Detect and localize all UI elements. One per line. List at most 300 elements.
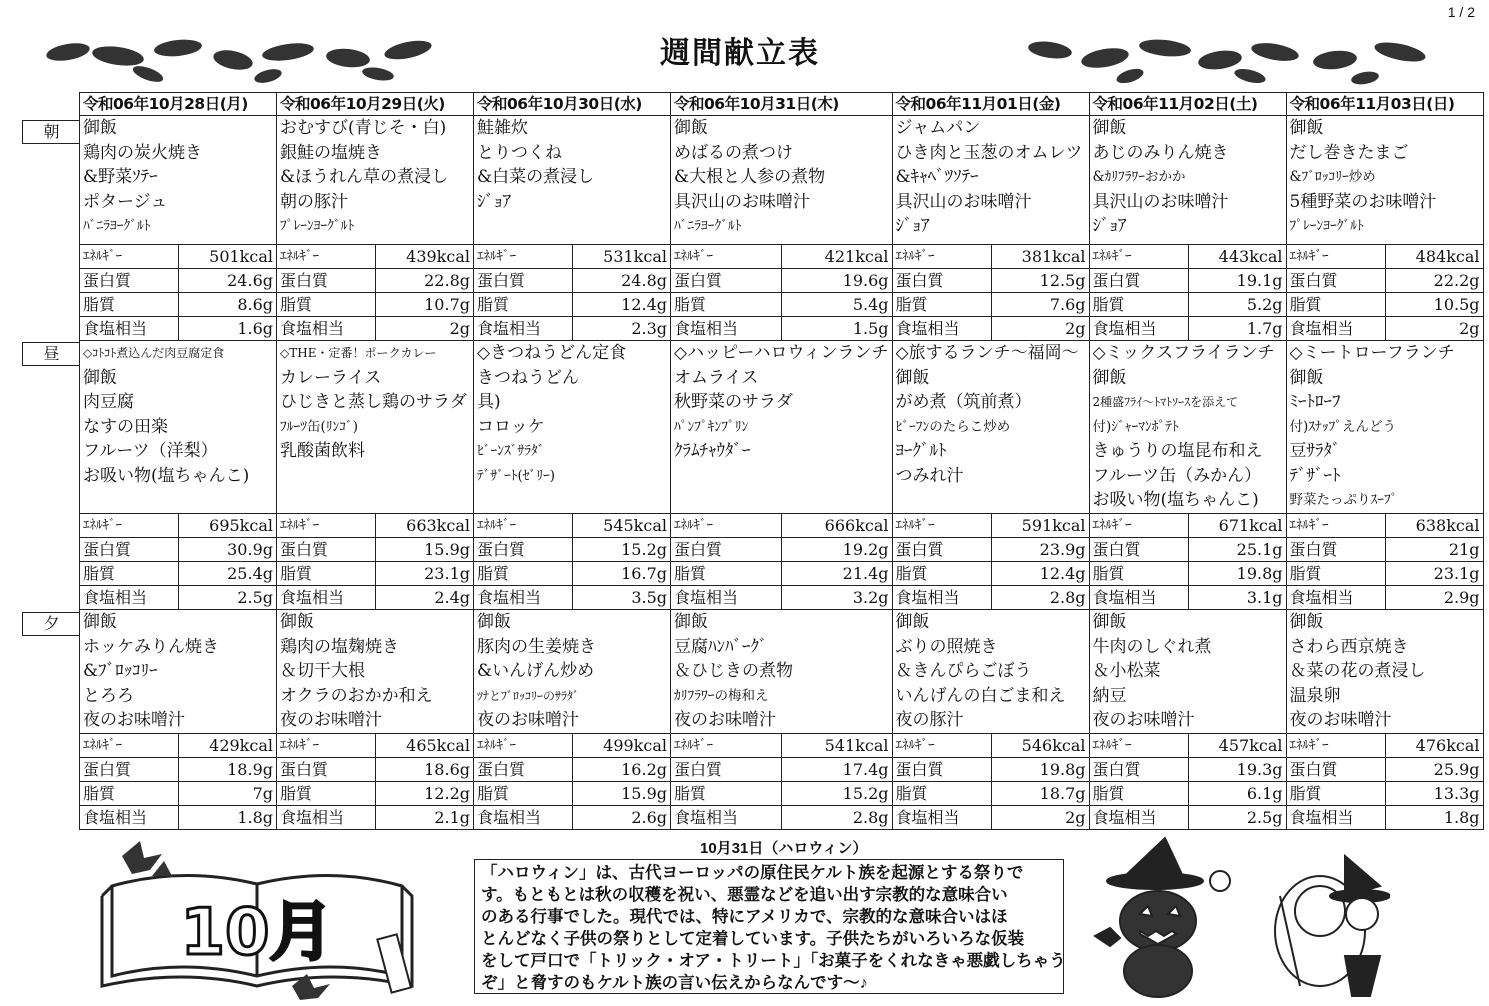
fat-label: 脂質 xyxy=(80,293,179,317)
menu-item: 夜のお味噌汁 xyxy=(1092,710,1195,730)
energy-label: ｴﾈﾙｷﾞｰ xyxy=(277,245,376,269)
salt-value: 1.7g xyxy=(1188,317,1286,341)
menu-item: オクラのおかか和え xyxy=(280,685,433,706)
energy-label: ｴﾈﾙｷﾞｰ xyxy=(474,245,573,269)
menu-item: &いんげん炒め xyxy=(477,661,595,681)
energy-label: ｴﾈﾙｷﾞｰ xyxy=(80,514,179,538)
salt-label: 食塩相当 xyxy=(671,586,782,610)
menu-cell-lunch-4 xyxy=(892,341,1089,514)
energy-label: ｴﾈﾙｷﾞｰ xyxy=(80,245,179,269)
menu-item: ｶﾘﾌﾗﾜｰの梅和え xyxy=(674,687,769,704)
protein-value: 12.5g xyxy=(991,269,1089,293)
salt-label: 食塩相当 xyxy=(892,586,991,610)
menu-item: 御飯 xyxy=(674,118,708,138)
fat-label: 脂質 xyxy=(892,781,991,805)
protein-label: 蛋白質 xyxy=(474,757,573,781)
menu-item: 鶏肉の炭火焼き xyxy=(83,142,202,163)
menu-item: 納豆 xyxy=(1092,685,1127,706)
note-line: のある行事でした。現代では、特にアメリカで、宗教的な意味合いはほ xyxy=(481,908,1008,926)
fat-label: 脂質 xyxy=(1089,562,1188,586)
menu-item: 夜のお味噌汁 xyxy=(280,710,382,730)
note-line: ぞ」と脅すのもケルト族の言い伝えからなんです～♪ xyxy=(481,974,868,992)
menu-item: ◇THE・定番！ポークカレー xyxy=(280,346,437,360)
fat-label: 脂質 xyxy=(892,562,991,586)
fat-label: 脂質 xyxy=(277,562,376,586)
menu-item: &ｷｬﾍﾞﾂｿﾃｰ xyxy=(895,167,979,187)
energy-label: ｴﾈﾙｷﾞｰ xyxy=(892,514,991,538)
salt-value: 3.1g xyxy=(1188,586,1286,610)
menu-cell-breakfast-1 xyxy=(277,116,474,245)
menu-item: おむすび(青じそ・白) xyxy=(280,118,447,138)
page-title: 週間献立表 xyxy=(660,36,820,71)
protein-value: 22.8g xyxy=(376,269,474,293)
energy-label: ｴﾈﾙｷﾞｰ xyxy=(671,733,782,757)
energy-value: 429kcal xyxy=(179,733,277,757)
protein-label: 蛋白質 xyxy=(892,538,991,562)
menu-item: 鮭雑炊 xyxy=(477,118,528,138)
salt-value: 2.8g xyxy=(991,586,1089,610)
fat-label: 脂質 xyxy=(277,293,376,317)
meal-tag-dinner: 夕 xyxy=(22,612,80,636)
menu-item: フルーツ缶（みかん） xyxy=(1092,465,1262,486)
fat-value: 19.8g xyxy=(1188,562,1286,586)
salt-value: 2.3g xyxy=(573,317,671,341)
salt-value: 3.2g xyxy=(782,586,892,610)
fat-label: 脂質 xyxy=(671,781,782,805)
salt-value: 2g xyxy=(1385,317,1483,341)
menu-item: &ｶﾘﾌﾗﾜｰおかか xyxy=(1092,169,1186,185)
menu-cell-breakfast-0 xyxy=(80,116,277,245)
menu-item: きゅうりの塩昆布和え xyxy=(1092,441,1263,461)
protein-label: 蛋白質 xyxy=(671,269,782,293)
menu-item: ﾖｰｸﾞﾙﾄ xyxy=(895,441,947,461)
menu-item: 豚肉の生姜焼き xyxy=(477,636,596,657)
fat-value: 8.6g xyxy=(179,293,277,317)
energy-value: 499kcal xyxy=(573,733,671,757)
menu-item: 御飯 xyxy=(1289,367,1324,388)
weekly-menu-table xyxy=(79,92,1484,830)
salt-value: 2.8g xyxy=(782,805,892,829)
fat-label: 脂質 xyxy=(474,562,573,586)
salt-label: 食塩相当 xyxy=(474,317,573,341)
menu-item: オムライス xyxy=(674,367,759,388)
salt-value: 2.5g xyxy=(179,586,277,610)
protein-label: 蛋白質 xyxy=(277,538,376,562)
energy-value: 439kcal xyxy=(376,245,474,269)
energy-value: 663kcal xyxy=(376,514,474,538)
energy-value: 484kcal xyxy=(1385,245,1483,269)
fat-value: 10.7g xyxy=(376,293,474,317)
menu-item: 御飯 xyxy=(1092,367,1127,388)
menu-cell-breakfast-4 xyxy=(892,116,1089,245)
protein-label: 蛋白質 xyxy=(1286,269,1385,293)
menu-item: つみれ汁 xyxy=(895,465,964,486)
menu-item: 夜のお味噌汁 xyxy=(83,710,185,730)
fat-label: 脂質 xyxy=(474,293,573,317)
menu-item: とろろ xyxy=(83,685,134,706)
menu-item: 御飯 xyxy=(1289,612,1324,632)
salt-value: 2g xyxy=(376,317,474,341)
energy-label: ｴﾈﾙｷﾞｰ xyxy=(1089,245,1188,269)
menu-item: 付)ｽﾅｯﾌﾟえんどう xyxy=(1289,418,1397,435)
menu-item: お吸い物(塩ちゃんこ) xyxy=(1092,490,1259,510)
salt-label: 食塩相当 xyxy=(892,805,991,829)
menu-cell-lunch-5 xyxy=(1089,341,1286,514)
fat-label: 脂質 xyxy=(277,781,376,805)
menu-item: 付)ｼﾞｬｰﾏﾝﾎﾟﾃﾄ xyxy=(1092,418,1179,435)
fat-value: 18.7g xyxy=(991,781,1089,805)
menu-cell-lunch-1 xyxy=(277,341,474,514)
salt-label: 食塩相当 xyxy=(1089,317,1188,341)
fat-value: 12.2g xyxy=(376,781,474,805)
menu-item: だし巻きたまご xyxy=(1289,142,1409,163)
meal-tag-lunch: 昼 xyxy=(22,342,80,366)
autumn-leaves-decoration-left xyxy=(28,30,468,90)
protein-label: 蛋白質 xyxy=(80,269,179,293)
menu-item: ﾋﾞｰﾝｽﾞｻﾗﾀﾞ xyxy=(477,443,545,459)
fat-label: 脂質 xyxy=(671,562,782,586)
day-date-2: 令和06年10月30日(水) xyxy=(474,93,671,116)
fat-value: 16.7g xyxy=(573,562,671,586)
energy-value: 457kcal xyxy=(1188,733,1286,757)
energy-value: 381kcal xyxy=(991,245,1089,269)
nutrition-row-dinner-energy xyxy=(80,733,1484,757)
menu-item: ﾃﾞｻﾞｰﾄ xyxy=(1289,465,1341,486)
menu-item: ﾌﾟﾚｰﾝﾖｰｸﾞﾙﾄ xyxy=(1289,218,1364,234)
fat-label: 脂質 xyxy=(1286,562,1385,586)
menu-row-breakfast xyxy=(80,116,1484,245)
menu-item: ◇ミックスフライランチ xyxy=(1092,343,1275,363)
fat-value: 25.4g xyxy=(179,562,277,586)
menu-item: フルーツ（洋梨） xyxy=(83,441,218,461)
menu-item: 具沢山のお味噌汁 xyxy=(674,191,810,212)
energy-value: 591kcal xyxy=(991,514,1089,538)
protein-label: 蛋白質 xyxy=(892,269,991,293)
energy-label: ｴﾈﾙｷﾞｰ xyxy=(1286,733,1385,757)
energy-value: 443kcal xyxy=(1188,245,1286,269)
menu-item: 銀鮭の塩焼き xyxy=(280,142,382,163)
nutrition-row-dinner-fat xyxy=(80,781,1484,805)
menu-item: 御飯 xyxy=(83,367,117,388)
energy-label: ｴﾈﾙｷﾞｰ xyxy=(1286,514,1385,538)
menu-item: ＆菜の花の煮浸し xyxy=(1289,661,1426,681)
menu-item: ジャムパン xyxy=(895,118,981,138)
menu-item: ◇ｺﾄｺﾄ煮込んだ肉豆腐定食 xyxy=(83,346,225,360)
nutrition-row-lunch-energy xyxy=(80,514,1484,538)
salt-value: 2.9g xyxy=(1385,586,1483,610)
menu-item: きつねうどん xyxy=(477,367,579,388)
menu-cell-breakfast-2 xyxy=(474,116,671,245)
menu-item: 野菜たっぷりｽｰﾌﾟ xyxy=(1289,492,1398,508)
nutrition-row-breakfast-protein xyxy=(80,269,1484,293)
nutrition-row-lunch-salt xyxy=(80,586,1484,610)
protein-value: 25.1g xyxy=(1188,538,1286,562)
nutrition-row-breakfast-energy xyxy=(80,245,1484,269)
protein-value: 24.8g xyxy=(573,269,671,293)
protein-value: 25.9g xyxy=(1385,757,1483,781)
menu-item: カレーライス xyxy=(280,367,382,388)
salt-label: 食塩相当 xyxy=(1286,586,1385,610)
salt-value: 2.6g xyxy=(573,805,671,829)
menu-item: ポタージュ xyxy=(83,191,168,212)
menu-item: ＆ひじきの煮物 xyxy=(674,661,793,681)
protein-value: 16.2g xyxy=(573,757,671,781)
menu-cell-dinner-4 xyxy=(892,610,1089,734)
menu-item: 御飯 xyxy=(895,367,930,388)
menu-item: &白菜の煮浸し xyxy=(477,167,595,187)
menu-item: ◇ハッピーハロウィンランチ xyxy=(674,343,889,363)
energy-label: ｴﾈﾙｷﾞｰ xyxy=(474,514,573,538)
menu-item: 御飯 xyxy=(1289,118,1324,138)
salt-value: 3.5g xyxy=(573,586,671,610)
fat-value: 15.2g xyxy=(782,781,892,805)
salt-label: 食塩相当 xyxy=(277,586,376,610)
menu-item: ﾐｰﾄﾛｰﾌ xyxy=(1289,392,1341,412)
menu-item: 具沢山のお味噌汁 xyxy=(1092,191,1229,212)
day-date-6: 令和06年11月03日(日) xyxy=(1286,93,1483,116)
salt-value: 2g xyxy=(991,805,1089,829)
nutrition-row-dinner-salt xyxy=(80,805,1484,829)
protein-label: 蛋白質 xyxy=(277,269,376,293)
energy-label: ｴﾈﾙｷﾞｰ xyxy=(671,514,782,538)
menu-item: 御飯 xyxy=(674,612,708,632)
salt-value: 1.8g xyxy=(1385,805,1483,829)
menu-item: 具沢山のお味噌汁 xyxy=(895,191,1032,212)
fat-label: 脂質 xyxy=(892,293,991,317)
menu-item: 鶏肉の塩麹焼き xyxy=(280,636,399,657)
menu-item: ﾊﾞﾆﾗﾖｰｸﾞﾙﾄ xyxy=(674,218,742,234)
menu-item: ＆きんぴらごぼう xyxy=(895,661,1032,681)
menu-item: さわら西京焼き xyxy=(1289,636,1409,657)
energy-value: 501kcal xyxy=(179,245,277,269)
energy-value: 695kcal xyxy=(179,514,277,538)
menu-item: ﾃﾞｻﾞｰﾄ(ｾﾞﾘｰ) xyxy=(477,467,556,484)
protein-value: 23.9g xyxy=(991,538,1089,562)
menu-cell-dinner-6 xyxy=(1286,610,1483,734)
fat-label: 脂質 xyxy=(474,781,573,805)
autumn-leaves-decoration-right xyxy=(1020,30,1460,90)
october-book-illustration xyxy=(92,836,422,1001)
energy-label: ｴﾈﾙｷﾞｰ xyxy=(892,245,991,269)
menu-item: 温泉卵 xyxy=(1289,685,1341,706)
menu-item: ぶりの照焼き xyxy=(895,636,998,657)
menu-item: 豆ｻﾗﾀﾞ xyxy=(1289,441,1341,461)
menu-row-dinner xyxy=(80,610,1484,734)
menu-item: ﾊﾟﾝﾌﾟｷﾝﾌﾟﾘﾝ xyxy=(674,418,749,435)
menu-item: 秋野菜のサラダ xyxy=(674,392,793,412)
salt-label: 食塩相当 xyxy=(671,805,782,829)
menu-item: 御飯 xyxy=(477,612,511,632)
menu-item: &大根と人参の煮物 xyxy=(674,167,826,187)
energy-label: ｴﾈﾙｷﾞｰ xyxy=(474,733,573,757)
menu-item: ◇旅するランチ～福岡～ xyxy=(895,343,1079,363)
salt-label: 食塩相当 xyxy=(1089,586,1188,610)
salt-value: 1.6g xyxy=(179,317,277,341)
menu-item: ＆切干大根 xyxy=(280,661,365,681)
protein-label: 蛋白質 xyxy=(1089,269,1188,293)
nutrition-row-dinner-protein xyxy=(80,757,1484,781)
day-date-1: 令和06年10月29日(火) xyxy=(277,93,474,116)
protein-value: 19.3g xyxy=(1188,757,1286,781)
salt-label: 食塩相当 xyxy=(1089,805,1188,829)
menu-item: めばるの煮つけ xyxy=(674,142,793,163)
energy-value: 465kcal xyxy=(376,733,474,757)
menu-item: 朝の豚汁 xyxy=(280,191,348,212)
menu-item: ◇ミートローフランチ xyxy=(1289,343,1455,363)
fat-value: 21.4g xyxy=(782,562,892,586)
fat-value: 13.3g xyxy=(1385,781,1483,805)
fat-value: 5.2g xyxy=(1188,293,1286,317)
day-date-5: 令和06年11月02日(土) xyxy=(1089,93,1286,116)
menu-item: コロッケ xyxy=(477,416,545,437)
salt-value: 1.8g xyxy=(179,805,277,829)
month-label: 10月 xyxy=(180,896,334,970)
protein-value: 30.9g xyxy=(179,538,277,562)
menu-cell-dinner-5 xyxy=(1089,610,1286,734)
menu-item: 御飯 xyxy=(1092,612,1127,632)
protein-value: 24.6g xyxy=(179,269,277,293)
menu-item: 夜の豚汁 xyxy=(895,710,964,730)
energy-label: ｴﾈﾙｷﾞｰ xyxy=(277,514,376,538)
fat-value: 15.9g xyxy=(573,781,671,805)
day-date-0: 令和06年10月28日(月) xyxy=(80,93,277,116)
fat-value: 6.1g xyxy=(1188,781,1286,805)
menu-row-lunch xyxy=(80,341,1484,514)
menu-item: &野菜ｿﾃｰ xyxy=(83,167,158,187)
protein-value: 15.9g xyxy=(376,538,474,562)
menu-item: いんげんの白ごま和え xyxy=(895,685,1066,706)
menu-item: 御飯 xyxy=(1092,118,1127,138)
protein-label: 蛋白質 xyxy=(474,538,573,562)
day-date-3: 令和06年10月31日(木) xyxy=(671,93,893,116)
halloween-illustration xyxy=(1090,836,1390,1001)
fat-value: 12.4g xyxy=(991,562,1089,586)
salt-label: 食塩相当 xyxy=(1286,805,1385,829)
fat-label: 脂質 xyxy=(80,781,179,805)
energy-label: ｴﾈﾙｷﾞｰ xyxy=(1286,245,1385,269)
menu-item: あじのみりん焼き xyxy=(1092,142,1229,163)
protein-label: 蛋白質 xyxy=(671,538,782,562)
protein-value: 18.9g xyxy=(179,757,277,781)
menu-cell-dinner-0 xyxy=(80,610,277,734)
fat-label: 脂質 xyxy=(671,293,782,317)
menu-cell-breakfast-3 xyxy=(671,116,893,245)
menu-item: ホッケみりん焼き xyxy=(83,636,219,657)
protein-label: 蛋白質 xyxy=(1089,538,1188,562)
note-line: す。もともとは秋の収穫を祝い、悪霊などを追い出す宗教的な意味合い xyxy=(481,886,1008,904)
menu-item: ◇きつねうどん定食 xyxy=(477,343,627,363)
nutrition-row-lunch-fat xyxy=(80,562,1484,586)
menu-item: 牛肉のしぐれ煮 xyxy=(1092,636,1212,657)
menu-cell-breakfast-6 xyxy=(1286,116,1483,245)
menu-item: がめ煮（筑前煮） xyxy=(895,392,1032,412)
menu-item: 2種盛ﾌﾗｲ～ﾄﾏﾄｿｰｽを添えて xyxy=(1092,395,1239,409)
note-line: をして戸口で「トリック・オア・トリート」「お菓子をくれなきゃ悪戯しちゃう xyxy=(481,952,1066,970)
salt-value: 1.5g xyxy=(782,317,892,341)
salt-label: 食塩相当 xyxy=(277,805,376,829)
salt-label: 食塩相当 xyxy=(892,317,991,341)
menu-item: ｼﾞｮｱ xyxy=(1092,216,1127,236)
protein-value: 19.1g xyxy=(1188,269,1286,293)
energy-value: 546kcal xyxy=(991,733,1089,757)
salt-label: 食塩相当 xyxy=(474,586,573,610)
fat-value: 5.4g xyxy=(782,293,892,317)
menu-cell-lunch-2 xyxy=(474,341,671,514)
menu-cell-dinner-3 xyxy=(671,610,893,734)
page-number: 1 / 2 xyxy=(1447,4,1475,20)
menu-cell-lunch-3 xyxy=(671,341,893,514)
energy-label: ｴﾈﾙｷﾞｰ xyxy=(892,733,991,757)
protein-label: 蛋白質 xyxy=(80,757,179,781)
menu-cell-lunch-0 xyxy=(80,341,277,514)
energy-value: 541kcal xyxy=(782,733,892,757)
meal-tag-breakfast: 朝 xyxy=(22,120,80,144)
menu-cell-dinner-2 xyxy=(474,610,671,734)
menu-item: ｼﾞｮｱ xyxy=(477,191,511,212)
menu-item: 夜のお味噌汁 xyxy=(477,710,579,730)
salt-label: 食塩相当 xyxy=(80,586,179,610)
energy-value: 671kcal xyxy=(1188,514,1286,538)
protein-label: 蛋白質 xyxy=(474,269,573,293)
fat-label: 脂質 xyxy=(1089,781,1188,805)
menu-item: ﾋﾞｰﾌﾝのたらこ炒め xyxy=(895,418,1011,435)
energy-label: ｴﾈﾙｷﾞｰ xyxy=(277,733,376,757)
menu-item: &ﾌﾞﾛｯｺﾘｰ xyxy=(83,661,158,681)
salt-label: 食塩相当 xyxy=(1286,317,1385,341)
menu-item: 5種野菜のお味噌汁 xyxy=(1289,191,1437,212)
energy-value: 531kcal xyxy=(573,245,671,269)
note-line: とんどなく子供の祭りとして定着しています。子供たちがいろいろな仮装 xyxy=(481,930,1025,948)
menu-item: ｼﾞｮｱ xyxy=(895,216,930,236)
salt-label: 食塩相当 xyxy=(474,805,573,829)
menu-item: 御飯 xyxy=(83,612,117,632)
menu-item: とりつくね xyxy=(477,142,562,163)
menu-item: ﾌﾙｰﾂ缶(ﾘﾝｺﾞ) xyxy=(280,418,359,435)
protein-value: 19.2g xyxy=(782,538,892,562)
menu-item: ひじきと蒸し鶏のサラダ xyxy=(280,392,467,412)
protein-value: 17.4g xyxy=(782,757,892,781)
protein-label: 蛋白質 xyxy=(892,757,991,781)
menu-item: ﾌﾟﾚｰﾝﾖｰｸﾞﾙﾄ xyxy=(280,218,355,234)
protein-value: 19.6g xyxy=(782,269,892,293)
menu-item: ＆小松菜 xyxy=(1092,661,1161,681)
menu-item: ひき肉と玉葱のオムレツ xyxy=(895,142,1083,163)
protein-label: 蛋白質 xyxy=(277,757,376,781)
protein-label: 蛋白質 xyxy=(1286,538,1385,562)
menu-item: 御飯 xyxy=(83,118,117,138)
fat-value: 10.5g xyxy=(1385,293,1483,317)
date-header-row xyxy=(80,93,1484,116)
protein-label: 蛋白質 xyxy=(671,757,782,781)
salt-label: 食塩相当 xyxy=(80,317,179,341)
energy-value: 545kcal xyxy=(573,514,671,538)
menu-item: 夜のお味噌汁 xyxy=(674,710,776,730)
energy-value: 638kcal xyxy=(1385,514,1483,538)
fat-label: 脂質 xyxy=(80,562,179,586)
menu-item: ｸﾗﾑﾁｬｳﾀﾞｰ xyxy=(674,441,751,461)
menu-cell-lunch-6 xyxy=(1286,341,1483,514)
salt-value: 2.5g xyxy=(1188,805,1286,829)
fat-value: 7g xyxy=(179,781,277,805)
protein-value: 15.2g xyxy=(573,538,671,562)
menu-item: 肉豆腐 xyxy=(83,392,134,412)
menu-cell-dinner-1 xyxy=(277,610,474,734)
protein-value: 18.6g xyxy=(376,757,474,781)
menu-item: 乳酸菌飲料 xyxy=(280,441,365,461)
energy-value: 421kcal xyxy=(782,245,892,269)
energy-label: ｴﾈﾙｷﾞｰ xyxy=(80,733,179,757)
fat-value: 7.6g xyxy=(991,293,1089,317)
